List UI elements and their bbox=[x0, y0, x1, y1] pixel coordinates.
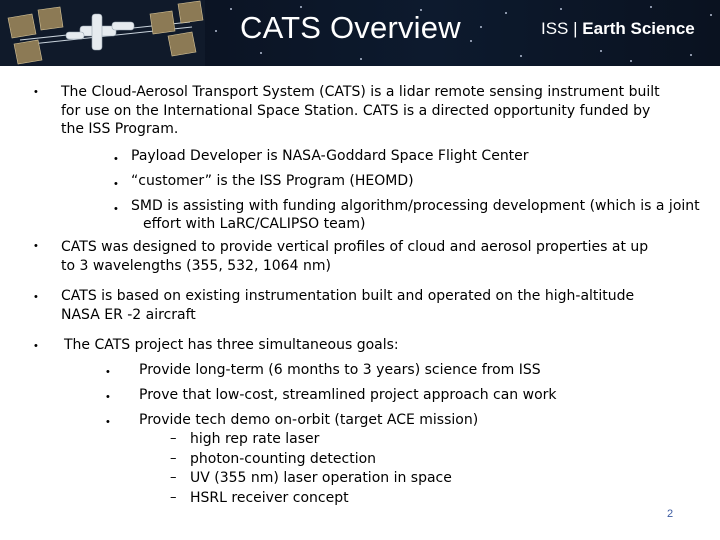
sub-bullet-long-term-science: Provide long-term (6 months to 3 years) science from ISS bbox=[139, 362, 541, 378]
subtitle-separator: | bbox=[573, 19, 578, 38]
subtitle-iss: ISS bbox=[541, 19, 569, 38]
slide-title: CATS Overview bbox=[240, 10, 461, 45]
dash-icon: – bbox=[170, 451, 177, 466]
bullet-icon: • bbox=[34, 240, 38, 252]
sub-bullet-customer: “customer” is the ISS Program (HEOMD) bbox=[131, 173, 414, 189]
sub-bullet-smd-line1: SMD is assisting with funding algorithm/processing development (which is a joint bbox=[131, 198, 700, 214]
dash-item: HSRL receiver concept bbox=[190, 490, 349, 506]
subtitle-earth-science: Earth Science bbox=[582, 19, 695, 38]
bullet-icon: • bbox=[106, 416, 110, 428]
dash-item: photon-counting detection bbox=[190, 451, 377, 467]
bullet-icon: • bbox=[114, 178, 118, 190]
dash-icon: – bbox=[170, 490, 177, 505]
sub-bullet-smd-line2: effort with LaRC/CALIPSO team) bbox=[143, 216, 366, 232]
bullet-icon: • bbox=[106, 366, 110, 378]
bullet-icon: • bbox=[106, 391, 110, 403]
bullet-icon: • bbox=[114, 203, 118, 215]
bullet-three-goals: The CATS project has three simultaneous goals: bbox=[64, 337, 399, 353]
dash-icon: – bbox=[170, 431, 177, 446]
sub-bullet-tech-demo: Provide tech demo on-orbit (target ACE mission) bbox=[139, 412, 479, 428]
sub-bullet-low-cost: Prove that low-cost, streamlined project approach can work bbox=[139, 387, 557, 403]
header-subtitle bbox=[541, 19, 695, 39]
dash-icon: – bbox=[170, 470, 177, 485]
dash-item: UV (355 nm) laser operation in space bbox=[190, 470, 452, 486]
page-number: 2 bbox=[667, 508, 674, 520]
sub-bullet-payload-developer: Payload Developer is NASA-Goddard Space Flight Center bbox=[131, 148, 529, 164]
bullet-icon: • bbox=[34, 291, 38, 303]
bullet-icon: • bbox=[114, 153, 118, 165]
bullet-vertical-profiles: CATS was designed to provide vertical profiles of cloud and aerosol properties at up to 3 wavelengths (355, 532, 1064 nm) bbox=[61, 239, 649, 274]
space-station-image bbox=[0, 0, 205, 66]
bullet-icon: • bbox=[34, 86, 38, 98]
header-banner bbox=[0, 0, 720, 66]
bullet-cats-description: The Cloud-Aerosol Transport System (CATS) is a lidar remote sensing instrument built for use on the International Space Station. CATS is a directed opportunity funded by the ISS Program. bbox=[61, 84, 660, 137]
bullet-existing-instrumentation: CATS is based on existing instrumentation built and operated on the high-altitude NASA ER -2 aircraft bbox=[61, 288, 635, 323]
bullet-icon: • bbox=[34, 340, 38, 352]
dash-item: high rep rate laser bbox=[190, 431, 320, 447]
